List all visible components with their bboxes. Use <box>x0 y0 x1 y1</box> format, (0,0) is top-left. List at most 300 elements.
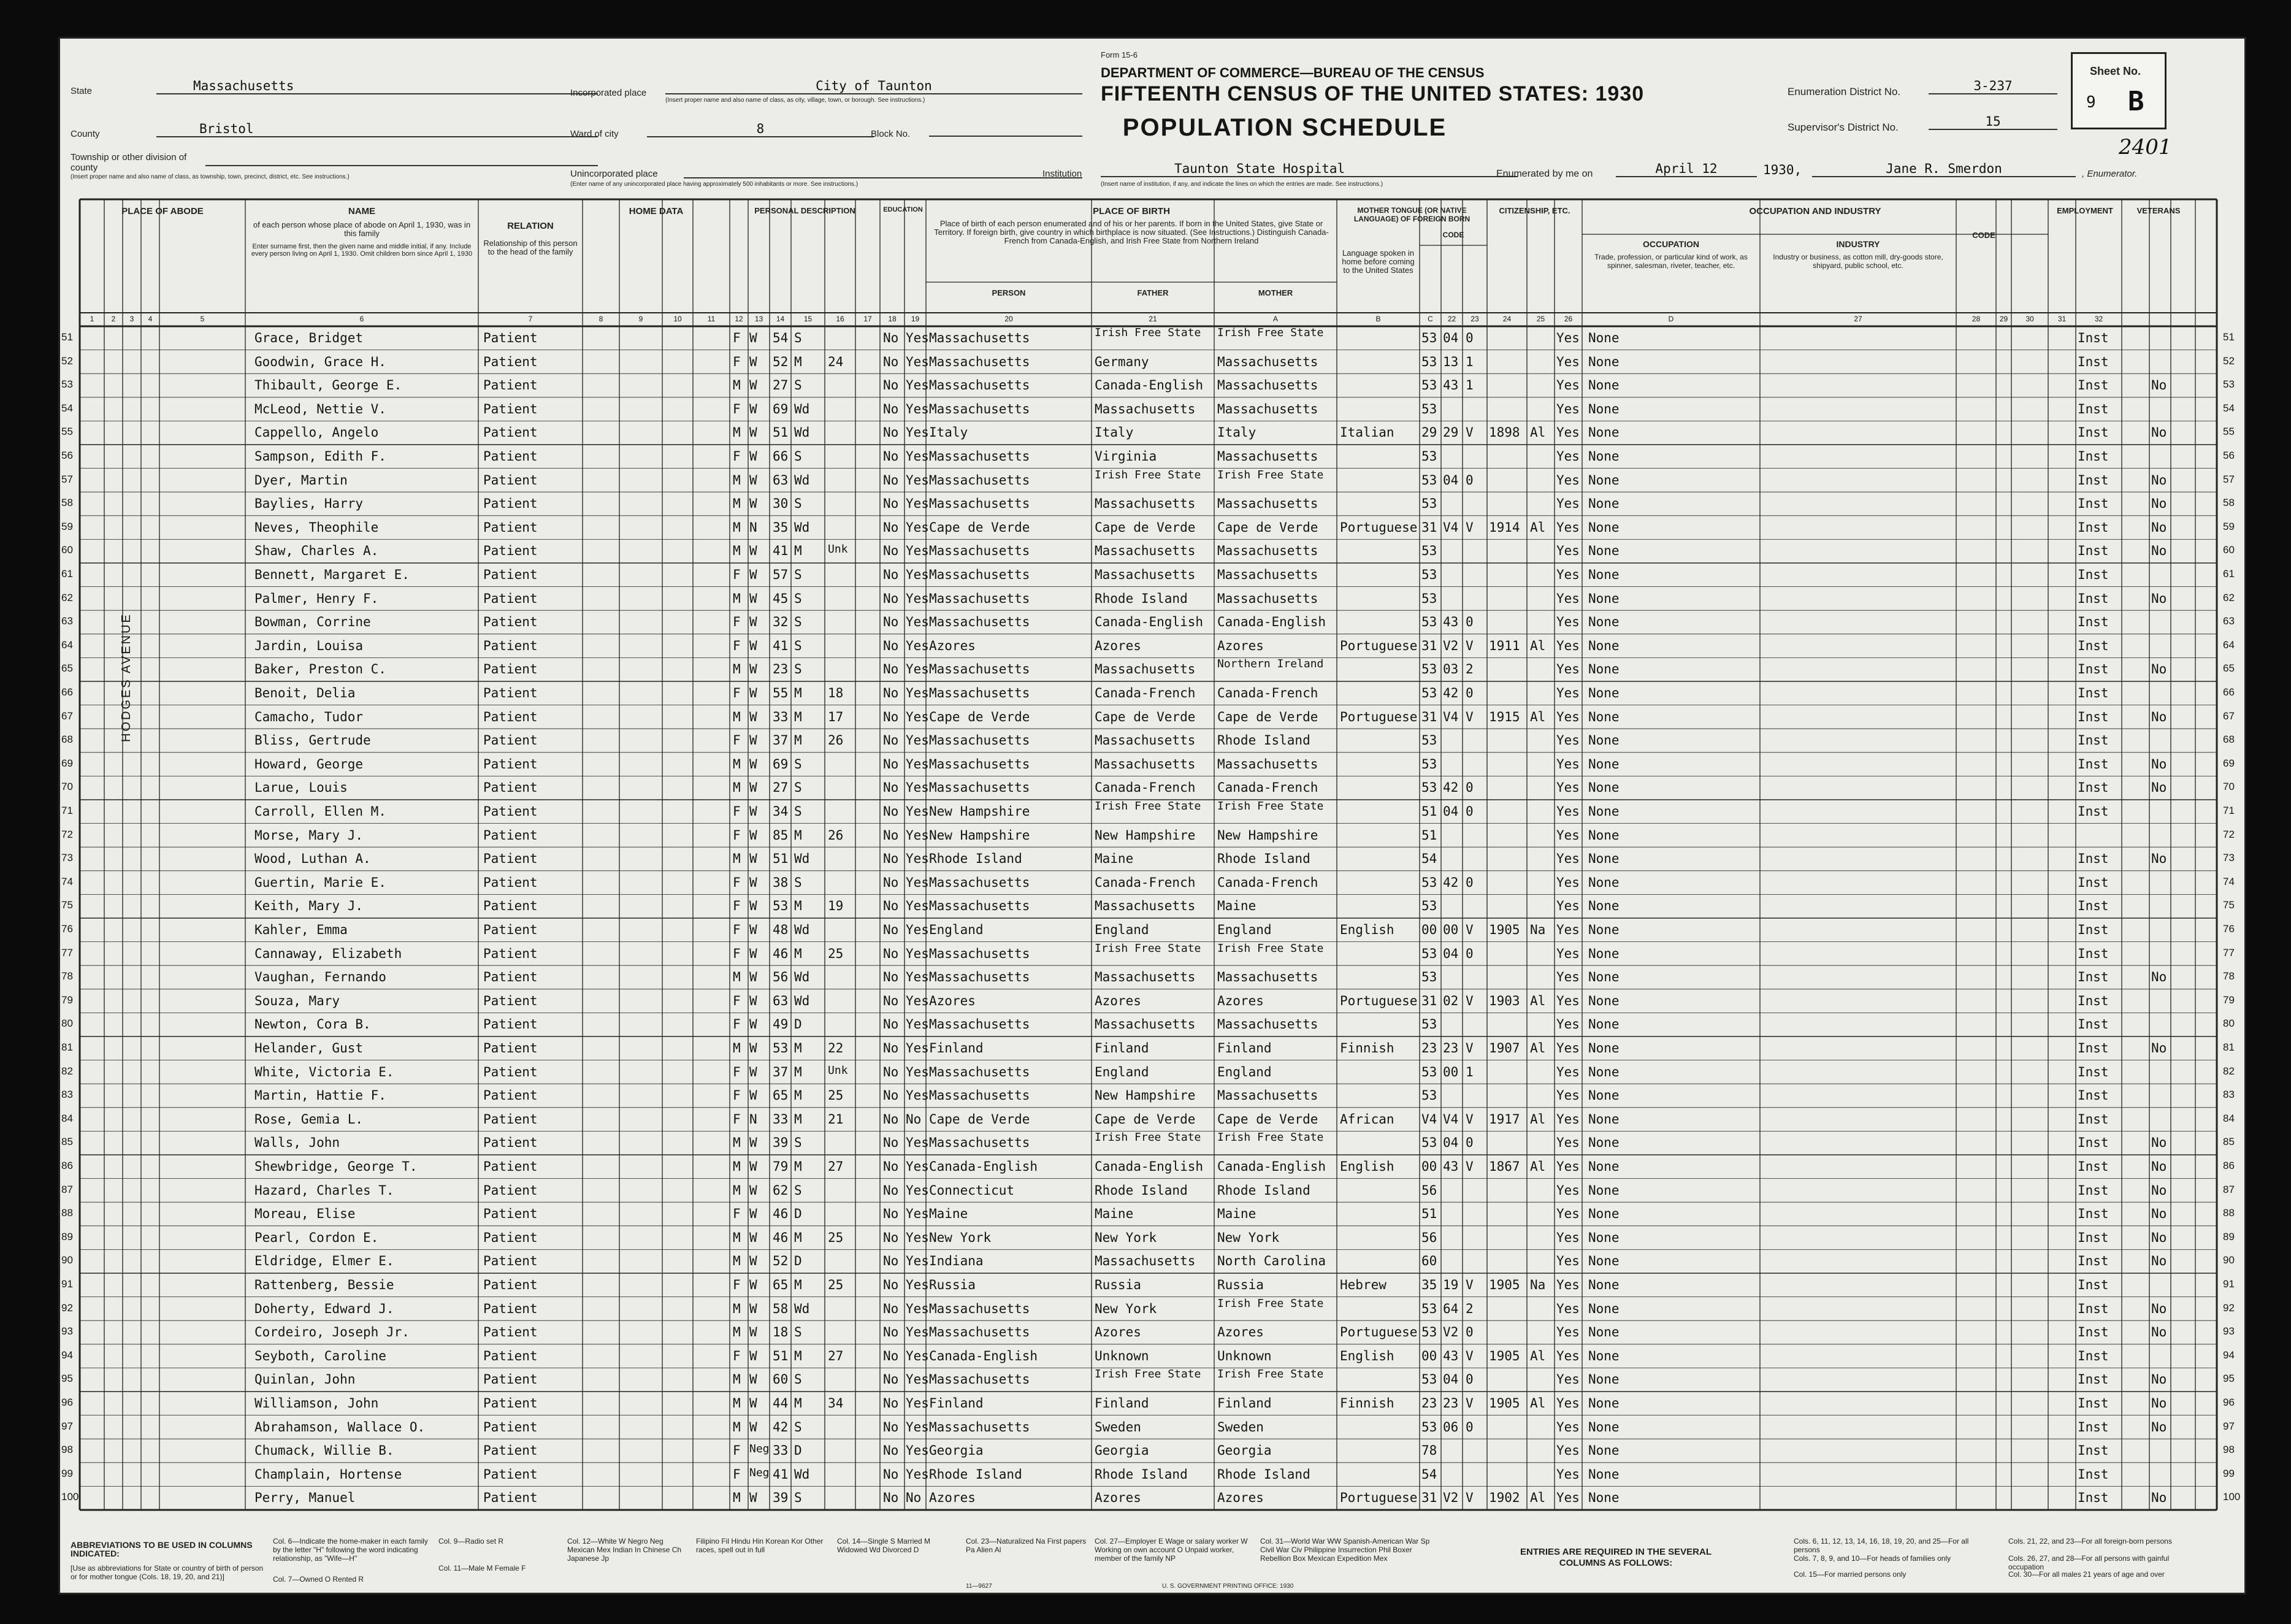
code-c: V <box>1466 709 1474 724</box>
read-write: Yes <box>906 1017 929 1032</box>
abbrev-col6: Col. 6—Indicate the home-maker in each family by the letter "H" following the word indicating relationship, as "Wife—H" <box>273 1537 428 1563</box>
age: 79 <box>773 1159 789 1174</box>
abbrev-col12-more: Filipino Fil Hindu Hin Korean Kor Other races, spell out in full <box>696 1537 824 1554</box>
birthplace-father: Finland <box>1095 1396 1149 1411</box>
naturalization: Al <box>1530 1396 1546 1411</box>
print-number: 11—9627 <box>966 1583 992 1590</box>
birthplace-person: Maine <box>929 1206 968 1222</box>
birthplace-person: Massachusetts <box>929 946 1030 961</box>
sex: F <box>733 615 741 630</box>
read-write: Yes <box>906 1325 929 1340</box>
birthplace-mother: Canada-French <box>1217 875 1318 890</box>
at-work: Inst <box>2078 1325 2109 1340</box>
code-a: 53 <box>1421 331 1437 345</box>
line-number-right: 68 <box>2223 733 2235 746</box>
code-c: 0 <box>1466 1419 1474 1434</box>
marital-status: S <box>794 1182 802 1198</box>
line-number-right: 87 <box>2223 1183 2235 1195</box>
birthplace-mother: Massachusetts <box>1217 1088 1318 1103</box>
birthplace-mother: Massachusetts <box>1217 591 1318 606</box>
birthplace-person: Massachusetts <box>929 543 1030 559</box>
relation: Patient <box>483 1466 538 1482</box>
read-write: Yes <box>906 543 929 559</box>
occupation: None <box>1588 1041 1620 1055</box>
person-name: Cappello, Angelo <box>254 425 379 440</box>
code-c: 1 <box>1466 1064 1474 1079</box>
line-number: 86 <box>61 1160 73 1171</box>
group-tongue: MOTHER TONGUE (OR NATIVE LANGUAGE) OF FOREIGN BORN <box>1353 206 1471 223</box>
person-name: Abrahamson, Wallace O. <box>254 1419 426 1434</box>
code-b: V4 <box>1443 1111 1459 1127</box>
line-number-right: 53 <box>2223 378 2235 391</box>
column-number: 30 <box>2025 315 2034 323</box>
occupation: None <box>1588 425 1620 440</box>
age: 58 <box>773 1301 789 1316</box>
veteran: No <box>2151 1301 2167 1316</box>
birthplace-person: Indiana <box>929 1254 984 1269</box>
speaks-english: Yes <box>1556 543 1580 559</box>
at-work: Inst <box>2078 378 2109 393</box>
marital-status: S <box>794 756 802 772</box>
birthplace-mother: New Hampshire <box>1217 827 1318 843</box>
age: 51 <box>773 851 789 867</box>
person-name: Walls, John <box>254 1135 340 1151</box>
tongue-description: Language spoken in home before coming to the United States <box>1342 248 1415 275</box>
birthplace-mother: Finland <box>1217 1041 1272 1055</box>
marital-status: D <box>794 1254 802 1269</box>
birthplace-father: Rhode Island <box>1095 1182 1188 1198</box>
code-a: 00 <box>1421 922 1437 937</box>
veteran: No <box>2151 1135 2167 1151</box>
occupation: None <box>1588 1206 1620 1222</box>
age-first-marriage: 25 <box>828 1088 844 1103</box>
veteran: No <box>2151 1230 2167 1245</box>
school: No <box>883 1325 899 1340</box>
person-name: Pearl, Cordon E. <box>254 1230 379 1245</box>
school: No <box>883 851 899 867</box>
column-number: 21 <box>1149 315 1157 323</box>
code-c: 0 <box>1466 615 1474 630</box>
name-instructions: Enter surname first, then the given name and middle initial, if any. Include every person living on April 1, 1930. Omit children born since April 1, 1930 <box>251 243 473 258</box>
speaks-english: Yes <box>1556 401 1580 416</box>
at-work: Inst <box>2078 354 2109 369</box>
occupation: None <box>1588 780 1620 795</box>
occupation: None <box>1588 946 1620 961</box>
school: No <box>883 1466 899 1482</box>
line-number-right: 56 <box>2223 450 2235 461</box>
column-number: 3 <box>129 315 134 323</box>
code-c: V <box>1466 993 1474 1008</box>
marital-status: Wd <box>794 922 810 937</box>
code-b: V2 <box>1443 1490 1459 1506</box>
relation: Patient <box>483 1443 538 1458</box>
line-number: 84 <box>61 1112 73 1124</box>
group-occupation: OCCUPATION AND INDUSTRY <box>1749 206 1881 216</box>
race: W <box>749 1372 757 1387</box>
speaks-english: Yes <box>1556 686 1580 700</box>
marital-status: M <box>794 1230 802 1245</box>
birth-description: Place of birth of each person enumerated and of his or her parents. If born in the United States, give State or Territory. If foreign birth, give country in which birthplace is now situated. (See Instructions.) Distinguish Canada-French from Canada-English, and Irish Free State from Northern Ireland <box>934 219 1329 245</box>
line-number-right: 95 <box>2223 1373 2235 1385</box>
speaks-english: Yes <box>1556 946 1580 961</box>
line-number: 60 <box>61 544 73 556</box>
marital-status: S <box>794 1372 802 1387</box>
birthplace-mother: Cape de Verde <box>1217 519 1318 535</box>
line-number-right: 71 <box>2223 805 2235 816</box>
age: 69 <box>773 756 789 772</box>
age: 38 <box>773 875 789 890</box>
code-a: 53 <box>1421 733 1437 748</box>
abbrev-subtitle: [Use as abbreviations for State or country of birth of person or for mother tongue (Cols. 18, 19, 20, and 21)] <box>71 1564 264 1581</box>
birthplace-person: Cape de Verde <box>929 1111 1030 1127</box>
school: No <box>883 662 899 677</box>
at-work: Inst <box>2078 1041 2109 1055</box>
line-number: 97 <box>61 1420 73 1432</box>
column-number: 29 <box>1999 315 2008 323</box>
column-number: 17 <box>863 315 872 323</box>
line-number: 77 <box>61 946 73 959</box>
relation: Patient <box>483 1230 538 1245</box>
relation: Patient <box>483 615 538 630</box>
age: 23 <box>773 662 789 677</box>
birthplace-father: Maine <box>1095 851 1134 867</box>
age-first-marriage: 34 <box>828 1396 844 1411</box>
immigration-year: 1914 <box>1489 519 1520 535</box>
marital-status: M <box>794 1396 802 1411</box>
age: 65 <box>773 1088 789 1103</box>
birthplace-mother: Rhode Island <box>1217 1466 1310 1482</box>
sheet-number: 9 <box>2086 93 2096 112</box>
immigration-year: 1905 <box>1489 1348 1520 1363</box>
birthplace-mother: Massachusetts <box>1217 567 1318 582</box>
at-work: Inst <box>2078 756 2109 772</box>
column-number: 15 <box>803 315 813 323</box>
code-b: 23 <box>1443 1041 1459 1055</box>
birthplace-father: Cape de Verde <box>1095 709 1196 724</box>
race: W <box>749 1206 757 1222</box>
code-c: 0 <box>1466 686 1474 700</box>
veteran: No <box>2151 1396 2167 1411</box>
speaks-english: Yes <box>1556 1064 1580 1079</box>
speaks-english: Yes <box>1556 1372 1580 1387</box>
occupation: None <box>1588 662 1620 677</box>
code-c: 0 <box>1466 1325 1474 1340</box>
code-a: 23 <box>1421 1396 1437 1411</box>
birthplace-father: Irish Free State <box>1095 1131 1201 1144</box>
person-name: Sampson, Edith F. <box>254 449 386 464</box>
occupation: None <box>1588 1443 1620 1458</box>
code-b: 29 <box>1443 425 1459 440</box>
column-number: 11 <box>707 315 716 323</box>
occupation: None <box>1588 567 1620 582</box>
person-name: Palmer, Henry F. <box>254 591 379 606</box>
read-write: Yes <box>906 401 929 416</box>
birthplace-mother: England <box>1217 1064 1272 1079</box>
line-number: 62 <box>61 591 73 603</box>
speaks-english: Yes <box>1556 1111 1580 1127</box>
line-number-right: 52 <box>2223 354 2235 367</box>
at-work: Inst <box>2078 970 2109 985</box>
veteran: No <box>2151 756 2167 772</box>
school: No <box>883 1396 899 1411</box>
birthplace-person: Massachusetts <box>929 662 1030 677</box>
person-name: Cannaway, Elizabeth <box>254 946 402 961</box>
mother-tongue: Portuguese <box>1340 519 1418 535</box>
street-name: HODGES AVENUE <box>120 613 133 742</box>
birthplace-person: Massachusetts <box>929 1419 1030 1434</box>
school: No <box>883 449 899 464</box>
sex: F <box>733 898 741 914</box>
read-write: Yes <box>906 780 929 795</box>
unincorporated-note: (Enter name of any unincorporated place having approximately 500 inhabitants or more. See instructions.) <box>570 181 859 188</box>
race: W <box>749 1301 757 1316</box>
occupation: None <box>1588 1372 1620 1387</box>
birthplace-mother: Irish Free State <box>1217 1297 1324 1310</box>
marital-status: S <box>794 449 802 464</box>
marital-status: S <box>794 875 802 890</box>
birthplace-mother: Rhode Island <box>1217 733 1310 748</box>
at-work: Inst <box>2078 1111 2109 1127</box>
race: W <box>749 401 757 416</box>
marital-status: M <box>794 827 802 843</box>
sex: F <box>733 354 741 369</box>
person-name: Neves, Theophile <box>254 519 379 535</box>
line-number: 91 <box>61 1278 73 1290</box>
birthplace-mother: Irish Free State <box>1217 326 1324 339</box>
column-number: 10 <box>673 315 682 323</box>
at-work: Inst <box>2078 1348 2109 1363</box>
line-number: 54 <box>61 402 73 414</box>
birthplace-mother: Azores <box>1217 993 1264 1008</box>
line-number: 76 <box>61 923 73 935</box>
line-number-right: 62 <box>2223 591 2235 603</box>
line-number-right: 73 <box>2223 852 2235 864</box>
code-c: 0 <box>1466 946 1474 961</box>
code-a: 51 <box>1421 804 1437 819</box>
immigration-year: 1911 <box>1489 638 1520 653</box>
code-a: 54 <box>1421 851 1437 867</box>
marital-status: M <box>794 354 802 369</box>
birthplace-father: Irish Free State <box>1095 326 1201 339</box>
speaks-english: Yes <box>1556 449 1580 464</box>
sex: M <box>733 472 741 488</box>
entries-title: ENTRIES ARE REQUIRED IN THE SEVERAL COLUMNS AS FOLLOWS: <box>1520 1547 1712 1568</box>
occupation: None <box>1588 851 1620 867</box>
code-b: 23 <box>1443 1396 1459 1411</box>
line-number: 58 <box>61 497 73 509</box>
line-number: 71 <box>61 805 73 816</box>
occupation: None <box>1588 591 1620 606</box>
relation: Patient <box>483 709 538 724</box>
school: No <box>883 425 899 440</box>
column-number: 25 <box>1536 315 1545 323</box>
line-number-right: 97 <box>2223 1420 2235 1432</box>
birthplace-mother: Maine <box>1217 898 1256 914</box>
birthplace-person: New Hampshire <box>929 804 1030 819</box>
birthplace-father: Azores <box>1095 993 1141 1008</box>
race: W <box>749 1325 757 1340</box>
column-number: 23 <box>1471 315 1479 323</box>
marital-status: M <box>794 1041 802 1055</box>
school: No <box>883 1301 899 1316</box>
speaks-english: Yes <box>1556 875 1580 890</box>
sex: M <box>733 1182 741 1198</box>
mother-tongue: English <box>1340 1348 1394 1363</box>
speaks-english: Yes <box>1556 970 1580 985</box>
birthplace-mother: Finland <box>1217 1396 1272 1411</box>
incorporated-value: City of Taunton <box>665 79 1082 94</box>
code-a: 53 <box>1421 970 1437 985</box>
at-work: Inst <box>2078 898 2109 914</box>
ward-value: 8 <box>647 121 874 137</box>
age: 46 <box>773 946 789 961</box>
marital-status: Wd <box>794 1466 810 1482</box>
entries-rule-1: Cols. 6, 11, 12, 13, 14, 16, 18, 19, 20, and 25—For all persons <box>1794 1537 1969 1554</box>
at-work: Inst <box>2078 1206 2109 1222</box>
school: No <box>883 1490 899 1506</box>
mother-tongue: Portuguese <box>1340 993 1418 1008</box>
age: 65 <box>773 1277 789 1292</box>
line-number: 93 <box>61 1325 73 1338</box>
at-work: Inst <box>2078 1443 2109 1458</box>
entries-rule-5: Cols. 26, 27, and 28—For all persons with gainful occupation <box>2008 1554 2170 1571</box>
birthplace-father: Cape de Verde <box>1095 1111 1196 1127</box>
age: 39 <box>773 1490 789 1506</box>
code-b: V2 <box>1443 638 1459 653</box>
age: 63 <box>773 993 789 1008</box>
sex: M <box>733 425 741 440</box>
school: No <box>883 331 899 345</box>
code-a: 53 <box>1421 1088 1437 1103</box>
column-number: 6 <box>359 315 364 323</box>
age: 60 <box>773 1372 789 1387</box>
code-a: 31 <box>1421 638 1437 653</box>
veteran: No <box>2151 970 2167 985</box>
read-write: Yes <box>906 1466 929 1482</box>
school: No <box>883 922 899 937</box>
birthplace-mother: Maine <box>1217 1206 1256 1222</box>
birthplace-person: Massachusetts <box>929 780 1030 795</box>
veteran: No <box>2151 425 2167 440</box>
form-number: Form 15-6 <box>1101 50 1138 59</box>
at-work: Inst <box>2078 1372 2109 1387</box>
birthplace-father: Irish Free State <box>1095 941 1201 955</box>
marital-status: D <box>794 1443 802 1458</box>
birthplace-mother: Unknown <box>1217 1348 1272 1363</box>
race: W <box>749 543 757 559</box>
birthplace-mother: Russia <box>1217 1277 1264 1292</box>
relation: Patient <box>483 1301 538 1316</box>
line-number: 70 <box>61 781 73 793</box>
race: W <box>749 780 757 795</box>
relation: Patient <box>483 662 538 677</box>
birthplace-person: Massachusetts <box>929 354 1030 369</box>
code-a: 53 <box>1421 1064 1437 1079</box>
person-name: Shewbridge, George T. <box>254 1159 418 1174</box>
birthplace-father: Cape de Verde <box>1095 519 1196 535</box>
census-sheet <box>58 37 2246 1595</box>
birthplace-person: Georgia <box>929 1443 984 1458</box>
sex: M <box>733 1396 741 1411</box>
birthplace-mother: North Carolina <box>1217 1254 1326 1269</box>
immigration-year: 1903 <box>1489 993 1520 1008</box>
birthplace-father: New York <box>1095 1230 1157 1245</box>
code-a: 51 <box>1421 827 1437 843</box>
school: No <box>883 1135 899 1151</box>
marital-status: M <box>794 898 802 914</box>
column-number: 32 <box>2094 315 2103 323</box>
birthplace-father: Massachusetts <box>1095 970 1196 985</box>
speaks-english: Yes <box>1556 496 1580 511</box>
relation: Patient <box>483 1325 538 1340</box>
ed-label: Enumeration District No. <box>1788 86 1901 98</box>
mother-tongue: Portuguese <box>1340 1490 1418 1506</box>
person-name: Baker, Preston C. <box>254 662 386 677</box>
code-c: V <box>1466 1159 1474 1174</box>
age-first-marriage: 26 <box>828 827 844 843</box>
abbrev-col12: Col. 12—White W Negro Neg Mexican Mex Indian In Chinese Ch Japanese Jp <box>567 1537 682 1563</box>
column-number: 28 <box>1972 315 1981 323</box>
marital-status: M <box>794 946 802 961</box>
age-first-marriage: 25 <box>828 1230 844 1245</box>
code-b: 64 <box>1443 1301 1459 1316</box>
column-number: 24 <box>1502 315 1512 323</box>
person-name: Dyer, Martin <box>254 472 348 488</box>
person-name: Quinlan, John <box>254 1372 356 1387</box>
birthplace-person: Finland <box>929 1396 984 1411</box>
sex: F <box>733 638 741 653</box>
person-name: Morse, Mary J. <box>254 827 364 843</box>
age: 39 <box>773 1135 789 1151</box>
birthplace-person: Canada-English <box>929 1159 1038 1174</box>
code-b: 42 <box>1443 686 1459 700</box>
code-a: V4 <box>1421 1111 1437 1127</box>
line-number: 99 <box>61 1467 73 1479</box>
code-a: 53 <box>1421 1135 1437 1151</box>
at-work: Inst <box>2078 1419 2109 1434</box>
at-work: Inst <box>2078 638 2109 653</box>
relation: Patient <box>483 354 538 369</box>
occupation: None <box>1588 686 1620 700</box>
birthplace-mother: Canada-French <box>1217 686 1318 700</box>
line-number: 73 <box>61 852 73 864</box>
sex: F <box>733 331 741 345</box>
relation-description: Relationship of this person to the head of the family <box>483 239 578 256</box>
read-write: Yes <box>906 1348 929 1363</box>
birthplace-mother: Irish Free State <box>1217 1131 1324 1144</box>
at-work: Inst <box>2078 993 2109 1008</box>
speaks-english: Yes <box>1556 709 1580 724</box>
abbrev-col9: Col. 9—Radio set R <box>438 1537 504 1545</box>
race: W <box>749 1396 757 1411</box>
read-write: Yes <box>906 1277 929 1292</box>
sex: F <box>733 1277 741 1292</box>
group-abode: PLACE OF ABODE <box>121 206 204 216</box>
speaks-english: Yes <box>1556 804 1580 819</box>
read-write: Yes <box>906 1230 929 1245</box>
occupation: None <box>1588 970 1620 985</box>
line-number: 57 <box>61 473 73 485</box>
speaks-english: Yes <box>1556 1088 1580 1103</box>
read-write: Yes <box>906 638 929 653</box>
code-b: V4 <box>1443 519 1459 535</box>
sd-label: Supervisor's District No. <box>1788 121 1899 133</box>
race: W <box>749 686 757 700</box>
column-number: 4 <box>148 315 153 323</box>
read-write: Yes <box>906 1206 929 1222</box>
birthplace-father: Canada-English <box>1095 1159 1204 1174</box>
birthplace-father: Georgia <box>1095 1443 1149 1458</box>
